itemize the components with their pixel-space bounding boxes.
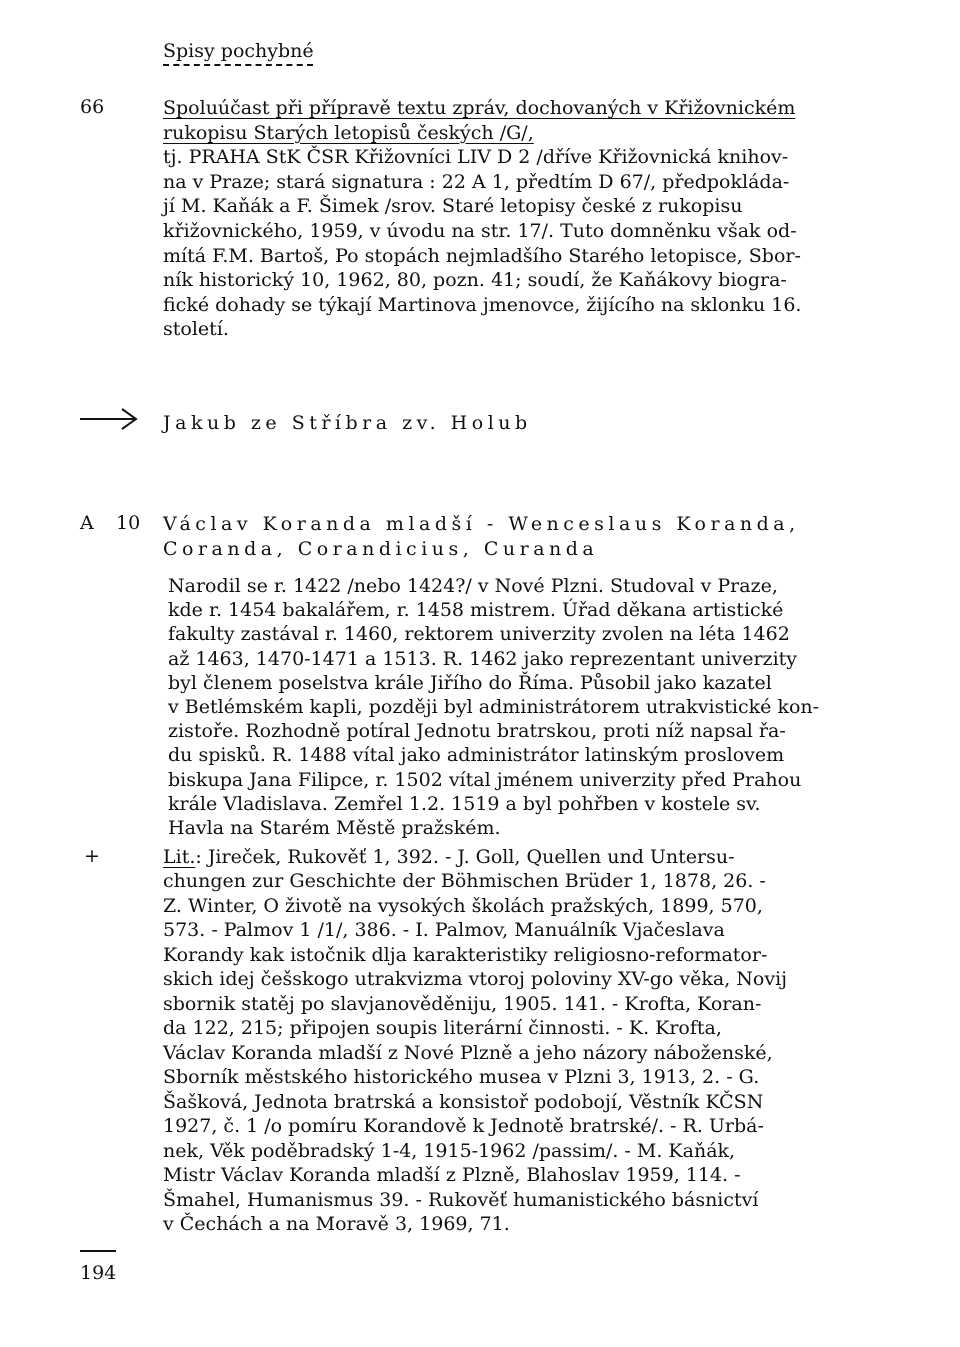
page-number-rule <box>80 1250 116 1252</box>
entry-a10-heading-line: Václav Koranda mladší - Wenceslaus Koranda, <box>163 513 800 535</box>
literature-line: Šašková, Jednota bratrská a konsistoř podobojí, Věstník KČSN <box>163 1090 764 1113</box>
literature-line: chungen zur Geschichte der Böhmischen Brüder 1, 1878, 26. - <box>163 870 766 892</box>
entry-66-line: ník historický 10, 1962, 80, pozn. 41; soudí, že Kaňákovy biogra- <box>163 269 787 292</box>
entry-66-line: jí M. Kaňák a F. Šimek /srov. Staré letopisy české z rukopisu <box>163 195 743 218</box>
literature-label: Lit. <box>163 846 196 868</box>
entry-a10-bio-line: Havla na Starém Městě pražském. <box>168 817 501 839</box>
entry-66-line: tj. PRAHA StK ČSR Křižovníci LIV D 2 /dříve Křižovnická knihov- <box>163 146 789 169</box>
literature-line: sbornik statěj po slavjanověděniju, 1905. 141. - Krofta, Koran- <box>163 992 762 1015</box>
literature-marker: + <box>84 845 100 867</box>
entry-66-line: mítá F.M. Bartoš, Po stopách nejmladšího Starého letopisce, Sbor- <box>163 244 801 267</box>
entry-66-line-text: Spoluúčast při přípravě textu zpráv, dochovaných v Křižovnickém <box>163 97 796 119</box>
entry-66-line-text: rukopisu Starých letopisů českých /G/, <box>163 121 534 144</box>
entry-a10-bio-line: biskupa Jana Filipce, r. 1502 vítal jménem univerzity před Prahou <box>168 768 802 791</box>
entry-a10-bio-line: du spisků. R. 1488 vítal jako administrátor latinským proslovem <box>168 744 785 767</box>
literature-line: nek, Věk poděbradský 1-4, 1915-1962 /passim/. - M. Kaňák, <box>163 1139 736 1162</box>
entry-a10-heading-line: Coranda, Corandicius, Curanda <box>163 537 599 560</box>
entry-letter-a: A <box>80 512 94 534</box>
entry-66-line <box>163 121 534 146</box>
entry-a10-bio-line: Narodil se r. 1422 /nebo 1424?/ v Nové Plzni. Studoval v Praze, <box>168 575 778 597</box>
page-number: 194 <box>80 1262 117 1284</box>
literature-line: skich idej češskogo utrakvizma vtoroj poloviny XV-go věka, Novij <box>163 968 788 990</box>
entry-66-line: fické dohady se týkají Martinova jmenovce, žijícího na sklonku 16. <box>163 293 802 316</box>
entry-a10-bio-line: zistoře. Rozhodně potíral Jednotu bratrskou, proti níž napsal řa- <box>168 720 786 743</box>
entry-66-line: století. <box>163 318 229 341</box>
entry-a10-bio-line: krále Vladislava. Zemřel 1.2. 1519 a byl pohřben v kostele sv. <box>168 792 761 815</box>
cross-reference: Jakub ze Stříbra zv. Holub <box>163 412 532 434</box>
entry-a10-bio-line: v Betlémském kapli, později byl administrátorem utrakvistické kon- <box>168 696 820 718</box>
entry-a10-bio-line: byl členem poselstva krále Jiřího do Říma. Působil jako kazatel <box>168 671 772 694</box>
entry-66-line <box>163 96 795 121</box>
literature-first-line <box>163 845 735 870</box>
entry-66-line: na v Praze; stará signatura : 22 A 1, předtím D 67/, předpokláda- <box>163 170 790 193</box>
literature-line: Mistr Václav Koranda mladší z Plzně, Blahoslav 1959, 114. - <box>163 1164 741 1186</box>
literature-line: 573. - Palmov 1 /1/, 386. - I. Palmov, Manuálník Vjačeslava <box>163 919 725 941</box>
entry-number-10: 10 <box>116 512 141 534</box>
section-title: Spisy pochybné <box>163 40 314 62</box>
literature-first-text: : Jireček, Rukověť 1, 392. - J. Goll, Quellen und Untersu- <box>195 846 735 868</box>
literature-line: Šmahel, Humanismus 39. - Rukověť humanistického básnictví <box>163 1188 759 1211</box>
entry-a10-bio-line: až 1463, 1470-1471 a 1513. R. 1462 jako reprezentant univerzity <box>168 647 798 670</box>
entry-a10-bio-line: fakulty zastával r. 1460, rektorem univerzity zvolen na léta 1462 <box>168 623 790 646</box>
entry-number-66: 66 <box>80 96 105 118</box>
literature-line: v Čechách a na Moravě 3, 1969, 71. <box>163 1213 510 1235</box>
literature-line: Z. Winter, O životě na vysokých školách pražských, 1899, 570, <box>163 894 763 917</box>
entry-a10-bio-line: kde r. 1454 bakalářem, r. 1458 mistrem. Úřad děkana artistické <box>168 599 784 622</box>
literature-line: da 122, 215; připojen soupis literární činnosti. - K. Krofta, <box>163 1017 722 1039</box>
literature-line: Sborník městského historického musea v Plzni 3, 1913, 2. - G. <box>163 1066 760 1088</box>
literature-line: 1927, č. 1 /o pomíru Korandově k Jednotě bratrské/. - R. Urbá- <box>163 1115 764 1137</box>
entry-66-line: křižovnického, 1959, v úvodu na str. 17/. Tuto domněnku však od- <box>163 220 797 242</box>
literature-line: Václav Koranda mladší z Nové Plzně a jeho názory náboženské, <box>163 1041 773 1064</box>
literature-line: Korandy kak istočnik dlja karakteristiky religiosno-reformator- <box>163 943 768 966</box>
arrow-right-icon <box>78 404 140 434</box>
